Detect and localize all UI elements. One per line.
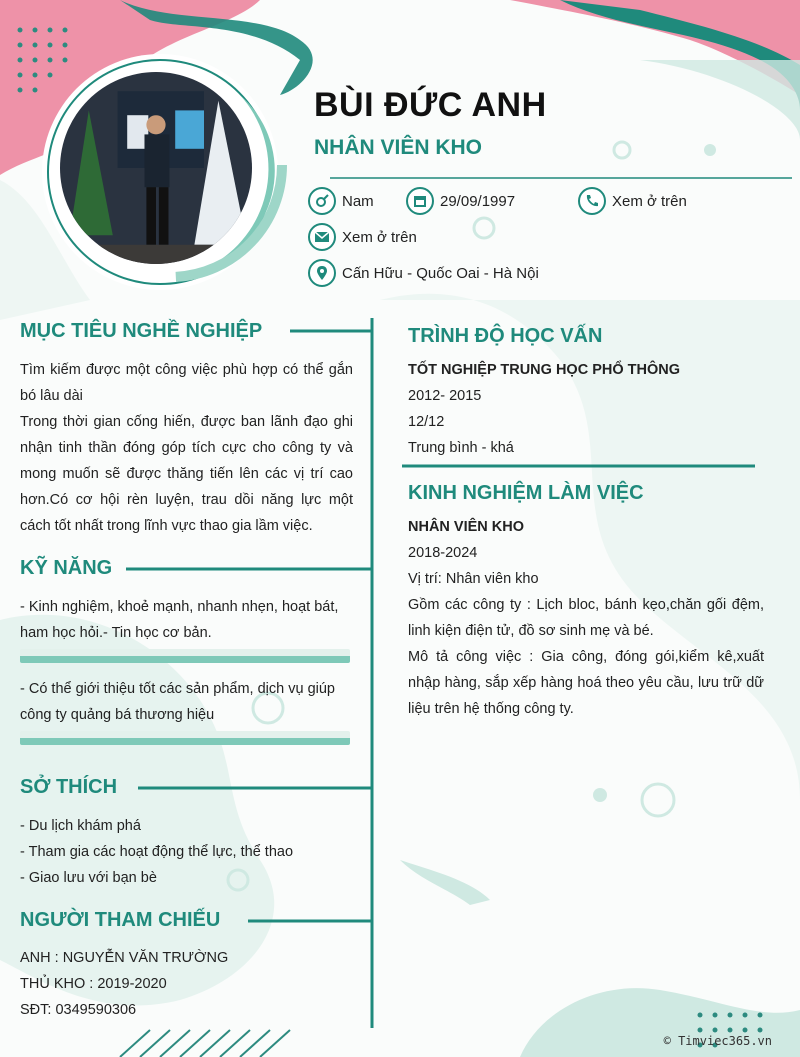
experience-years: 2018-2024 xyxy=(408,545,478,561)
phone-value: Xem ở trên xyxy=(612,192,687,210)
skill-item-1: - Kinh nghiệm, khoẻ mạnh, nhanh nhẹn, hoạt bát, ham học hỏi.- Tin học cơ bản. xyxy=(20,599,339,641)
info-email xyxy=(308,223,417,251)
address-value: Cấn Hữu - Quốc Oai - Hà Nội xyxy=(342,264,539,282)
hobby-item-3: - Giao lưu với bạn bè xyxy=(20,870,157,886)
experience-job-title: NHÂN VIÊN KHO xyxy=(408,519,525,535)
education-degree: TỐT NGHIỆP TRUNG HỌC PHỔ THÔNG xyxy=(408,362,681,378)
skill-item-2: - Có thể giới thiệu tốt các sản phẩm, dịch vụ giúp công ty quảng bá thương hiệu xyxy=(20,681,335,723)
calendar-icon xyxy=(406,187,434,215)
skill-bar-1-fill xyxy=(20,649,350,663)
info-birthdate xyxy=(406,187,515,215)
objective-section xyxy=(20,357,353,539)
info-address xyxy=(308,259,539,287)
education-section xyxy=(408,357,758,461)
experience-description: Mô tả công việc : Gia công, đóng gói,kiểm kê,xuất nhập hàng, sắp xếp hàng hoá theo yêu cầu, lưu trữ dữ liệu trên hệ thống công ty. xyxy=(408,649,764,717)
watermark: © Timviec365.vn xyxy=(663,1034,772,1048)
birthdate-value: 29/09/1997 xyxy=(440,192,516,210)
hobby-item-1: - Du lịch khám phá xyxy=(20,818,141,834)
email-value: Xem ở trên xyxy=(342,228,417,246)
reference-item-1: ANH : NGUYỄN VĂN TRƯỜNG xyxy=(20,950,229,966)
experience-position: Vị trí: Nhân viên kho xyxy=(408,571,539,587)
skill-bar-2-fill xyxy=(20,731,350,745)
hobbies-list xyxy=(20,813,293,891)
location-pin-icon xyxy=(308,259,336,287)
gender-icon xyxy=(308,187,336,215)
objective-line-1: Tìm kiếm được một công việc phù hợp có thể gắn bó lâu dài xyxy=(20,362,353,404)
skill-bar-2 xyxy=(20,731,350,745)
candidate-name: BÙI ĐỨC ANH xyxy=(314,86,547,124)
experience-title: KINH NGHIỆM LÀM VIỆC xyxy=(408,482,644,504)
info-phone xyxy=(578,187,687,215)
references-list xyxy=(20,945,228,1023)
education-grade: 12/12 xyxy=(408,414,445,430)
education-rank: Trung bình - khá xyxy=(408,440,514,456)
objective-title: MỤC TIÊU NGHỀ NGHIỆP xyxy=(20,320,263,342)
info-gender xyxy=(308,187,374,215)
reference-item-2: THỦ KHO : 2019-2020 xyxy=(20,976,167,992)
candidate-role: NHÂN VIÊN KHO xyxy=(314,136,483,159)
references-title: NGƯỜI THAM CHIẾU xyxy=(20,909,221,931)
avatar-photo xyxy=(60,72,252,264)
hobby-item-2: - Tham gia các hoạt động thể lực, thể thao xyxy=(20,844,294,860)
skills-title: KỸ NĂNG xyxy=(20,557,113,579)
education-title: TRÌNH ĐỘ HỌC VẤN xyxy=(408,325,603,347)
avatar xyxy=(56,68,256,268)
experience-section xyxy=(408,514,764,722)
reference-item-3: SĐT: 0349590306 xyxy=(20,1002,137,1018)
objective-line-2: Trong thời gian cống hiến, được ban lãnh đạo ghi nhận tinh thần đóng góp tích cực cho công ty và mong muốn sẽ được thăng tiến lên các vị trí cao hơn.Có cơ hội rèn luyện, trau dồi năng lực một cách tốt nhất trong lĩnh vực thao gia lầm việc. xyxy=(20,414,353,534)
education-years: 2012- 2015 xyxy=(408,388,482,404)
skill-bar-1 xyxy=(20,649,350,663)
hobbies-title: SỞ THÍCH xyxy=(20,776,118,798)
experience-products: Gồm các công ty : Lịch bloc, bánh kẹo,chăn gối đệm, linh kiện điện tử, đồ sơ sinh mẹ và bé. xyxy=(408,597,764,639)
phone-icon xyxy=(578,187,606,215)
gender-value: Nam xyxy=(342,192,374,210)
envelope-icon xyxy=(308,223,336,251)
